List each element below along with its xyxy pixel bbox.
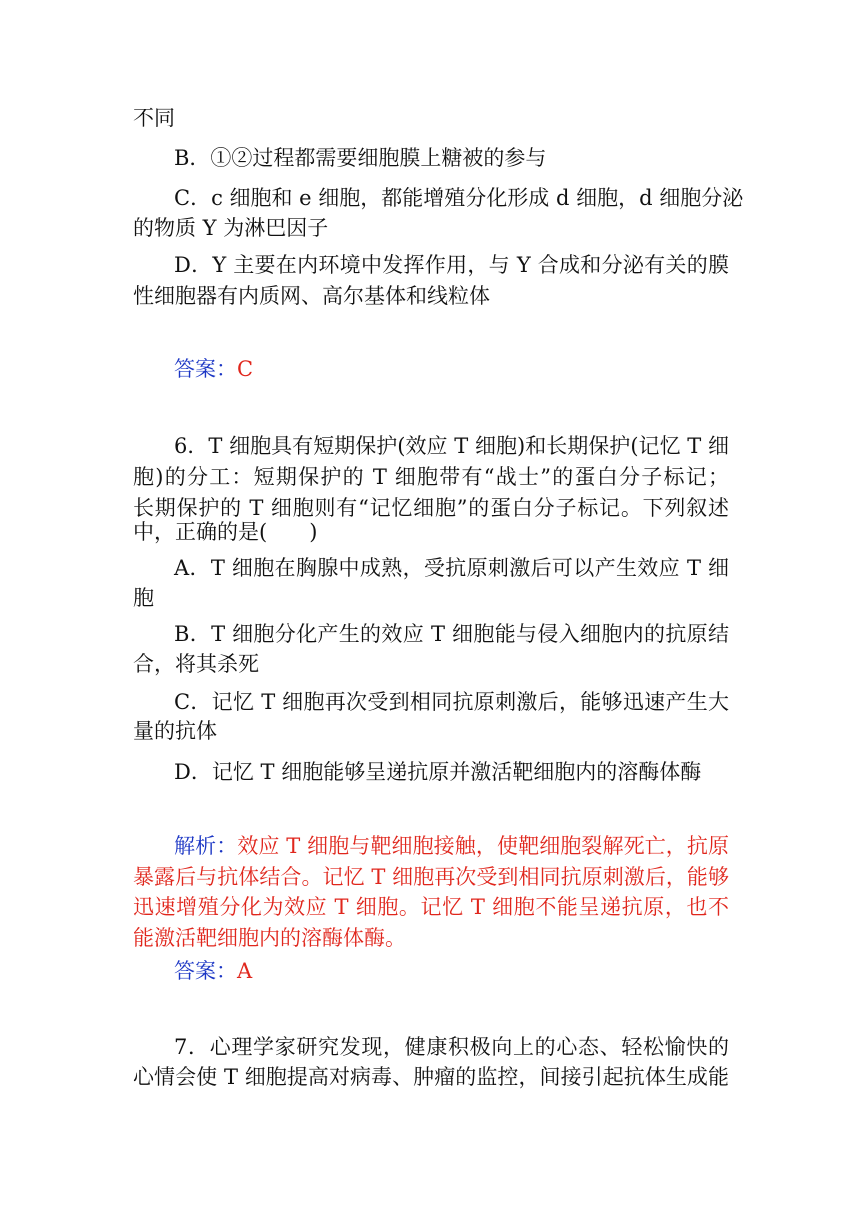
- q6-option-b-line2: 合，将其杀死: [133, 652, 259, 676]
- answer-label: 答案：: [174, 959, 237, 983]
- q7-stem-line1: 7．心理学家研究发现，健康积极向上的心态、轻松愉快的: [174, 1035, 729, 1059]
- q5-answer: [174, 353, 253, 385]
- q5-option-b: B．①②过程都需要细胞膜上糖被的参与: [174, 146, 547, 170]
- analysis-label: 解析：: [174, 834, 238, 858]
- answer-value: A: [237, 959, 253, 983]
- q5-option-c-line2: 的物质 Y 为淋巴因子: [133, 216, 329, 240]
- q5-option-c-line1: C．c 细胞和 e 细胞，都能增殖分化形成 d 细胞，d 细胞分泌: [174, 186, 744, 210]
- q6-option-c-line1: C．记忆 T 细胞再次受到相同抗原刺激后，能够迅速产生大: [174, 690, 729, 714]
- q6-stem-line3: 长期保护的 T 细胞则有“记忆细胞”的蛋白分子标记。下列叙述: [133, 496, 729, 520]
- answer-label: 答案：: [174, 357, 237, 381]
- q7-stem-line2: 心情会使 T 细胞提高对病毒、肿瘤的监控，间接引起抗体生成能: [133, 1065, 729, 1089]
- q6-analysis-line3: 迅速增殖分化为效应 T 细胞。记忆 T 细胞不能呈递抗原，也不: [133, 895, 729, 919]
- q6-option-a-line2: 胞: [133, 586, 154, 610]
- q6-option-c-line2: 量的抗体: [133, 719, 217, 743]
- q6-analysis-line1: [174, 830, 729, 862]
- q6-stem-line2: 胞)的分工：短期保护的 T 细胞带有“战士”的蛋白分子标记；: [133, 465, 729, 489]
- q6-option-b-line1: B．T 细胞分化产生的效应 T 细胞能与侵入细胞内的抗原结: [174, 622, 729, 646]
- q5-tail-line: 不同: [133, 106, 175, 130]
- answer-value: C: [237, 357, 254, 381]
- q6-option-a-line1: A．T 细胞在胸腺中成熟，受抗原刺激后可以产生效应 T 细: [174, 556, 729, 580]
- q6-stem-line4: 中，正确的是( ): [133, 520, 318, 544]
- q5-option-d-line2: 性细胞器有内质网、高尔基体和线粒体: [133, 284, 490, 308]
- q6-option-d: D．记忆 T 细胞能够呈递抗原并激活靶细胞内的溶酶体酶: [174, 760, 702, 784]
- q5-option-d-line1: D．Y 主要在内环境中发挥作用，与 Y 合成和分泌有关的膜: [174, 253, 729, 277]
- q6-stem-line1: 6．T 细胞具有短期保护(效应 T 细胞)和长期保护(记忆 T 细: [174, 434, 729, 458]
- q6-analysis-line4: 能激活靶细胞内的溶酶体酶。: [133, 926, 406, 950]
- q6-analysis-line2: 暴露后与抗体结合。记忆 T 细胞再次受到相同抗原刺激后，能够: [133, 865, 729, 889]
- analysis-text: 效应 T 细胞与靶细胞接触，使靶细胞裂解死亡，抗原: [237, 834, 730, 858]
- q6-answer: [174, 955, 252, 987]
